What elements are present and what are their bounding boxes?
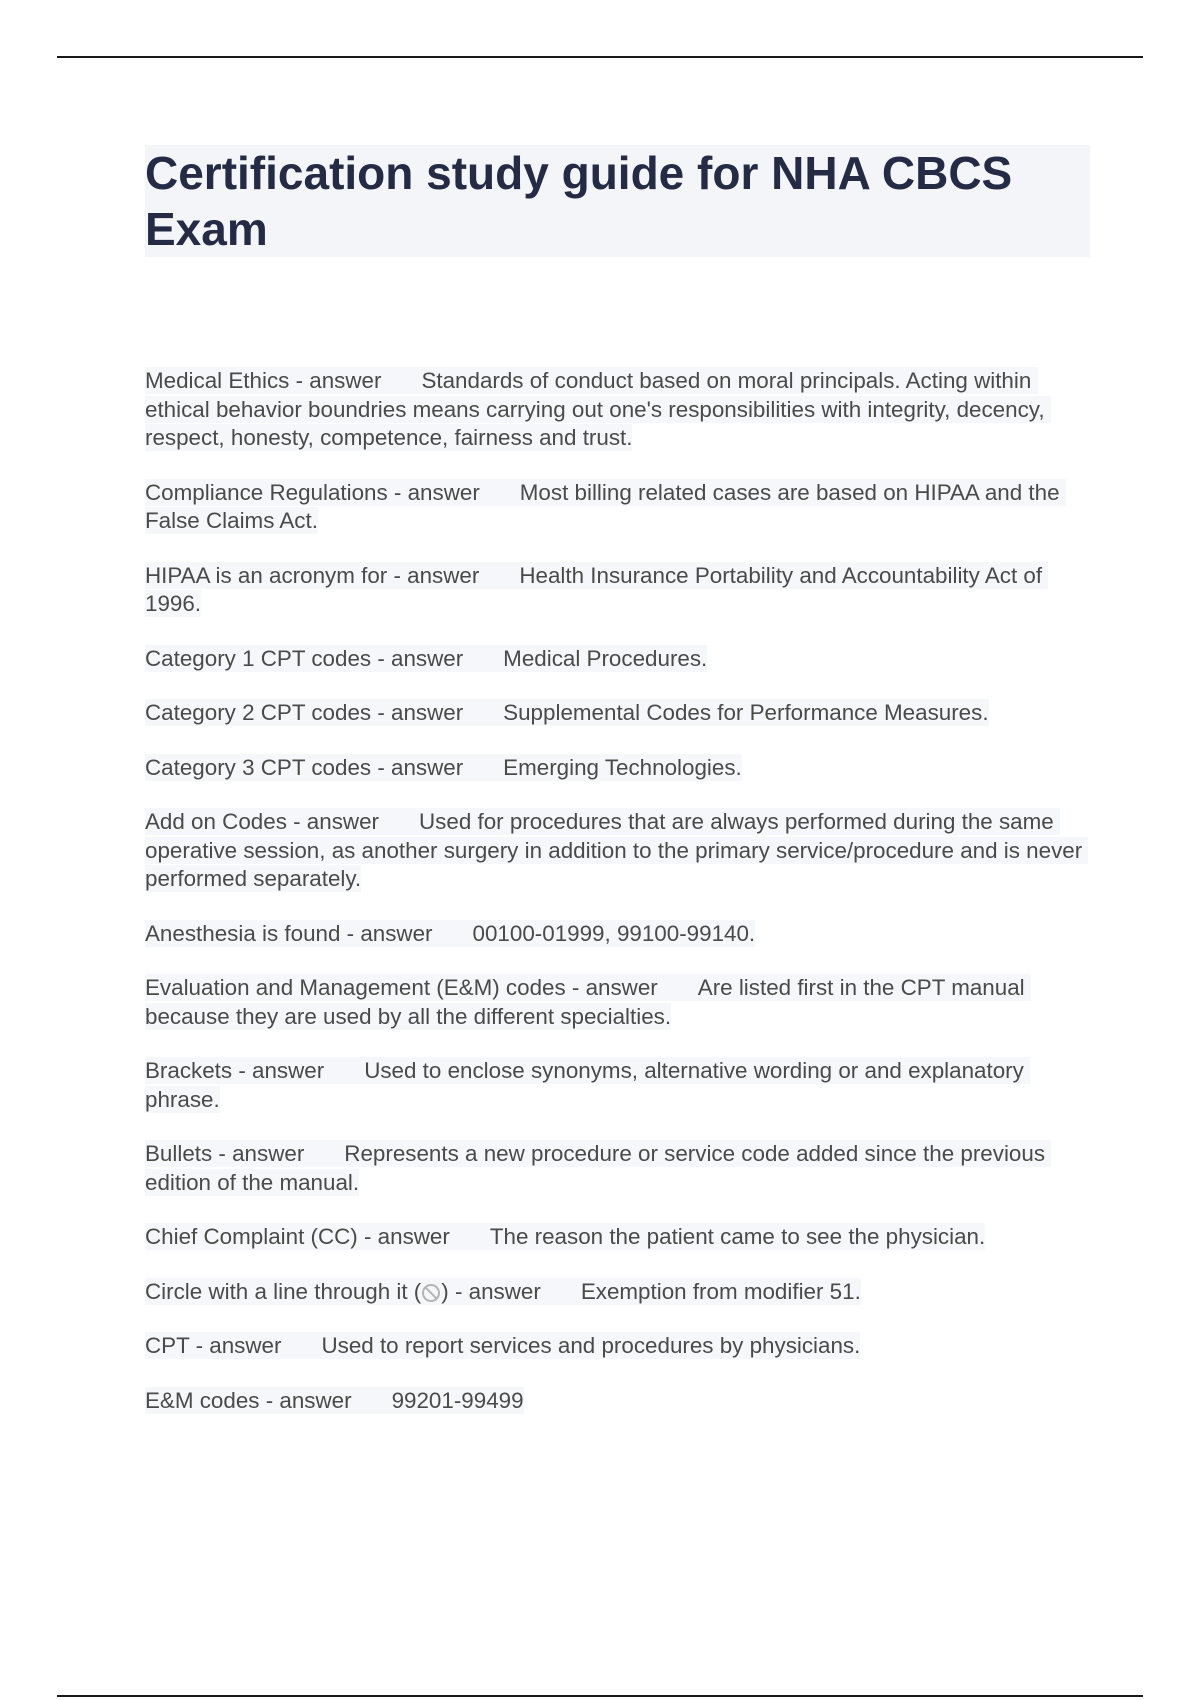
- entry-term-after: ) - answer: [441, 1278, 541, 1304]
- entry-definition: Medical Procedures.: [503, 645, 708, 671]
- list-item: [145, 479, 1090, 536]
- entry-term: Category 3 CPT codes - answer: [145, 754, 464, 780]
- entry-term: Compliance Regulations - answer: [145, 479, 480, 505]
- entry-definition: Emerging Technologies.: [503, 754, 742, 780]
- entry-definition: Supplemental Codes for Performance Measures.: [503, 700, 989, 725]
- entry-term: Anesthesia is found - answer: [145, 920, 433, 946]
- entry-term: Category 1 CPT codes - answer: [145, 645, 464, 671]
- entry-term: Medical Ethics - answer: [145, 368, 382, 393]
- entry-definition: 99201-99499: [391, 1387, 524, 1413]
- entry-definition: Health Insurance Portability and Accountability Act of 1996.: [145, 562, 1049, 616]
- entry-term: Category 2 CPT codes - answer: [145, 700, 464, 725]
- entry-term: Evaluation and Management (E&M) codes - answer: [145, 975, 658, 1000]
- title-box: [145, 145, 1090, 257]
- entry-term: HIPAA is an acronym for - answer: [145, 562, 480, 588]
- entry-term: Chief Complaint (CC) - answer: [145, 1224, 450, 1249]
- list-item: [145, 367, 1090, 453]
- list-item: [145, 1332, 1090, 1361]
- list-item: [145, 1140, 1090, 1197]
- circle-slash-icon: [422, 1284, 440, 1302]
- entry-term: Bullets - answer: [145, 1141, 305, 1166]
- page-title: Certification study guide for NHA CBCS Exam: [145, 147, 1013, 255]
- entry-definition: Are listed first in the CPT manual because they are used by all the different specialties.: [145, 975, 1031, 1029]
- entry-definition: The reason the patient came to see the physician.: [489, 1224, 986, 1249]
- top-rule: [57, 56, 1143, 58]
- entry-definition: 00100-01999, 99100-99140.: [472, 920, 756, 946]
- list-item: [145, 1057, 1090, 1114]
- list-item: [145, 974, 1090, 1031]
- entry-term: Add on Codes - answer: [145, 809, 379, 834]
- list-item: [145, 645, 1090, 674]
- entry-definition: Used for procedures that are always performed during the same operative session, as another surgery in addition to the primary service/procedure and is never performed separately.: [145, 809, 1089, 891]
- entry-definition: Standards of conduct based on moral principals. Acting within ethical behavior boundries means carrying out one's responsibilities with integrity, decency, respect, honesty, competence, fairness and trust.: [145, 368, 1051, 450]
- bottom-rule: [57, 1695, 1143, 1697]
- entry-definition: Exemption from modifier 51.: [580, 1278, 861, 1304]
- entry-term: CPT - answer: [145, 1333, 282, 1358]
- entry-term: E&M codes - answer: [145, 1387, 352, 1413]
- entry-definition: Used to enclose synonyms, alternative wording or and explanatory phrase.: [145, 1058, 1031, 1112]
- list-item: [145, 699, 1090, 728]
- list-item: [145, 808, 1090, 894]
- list-item: [145, 920, 1090, 949]
- entry-definition: Most billing related cases are based on HIPAA and the False Claims Act.: [145, 479, 1066, 533]
- entry-definition: Represents a new procedure or service code added since the previous edition of the manual.: [145, 1141, 1052, 1195]
- entry-definition: Used to report services and procedures by physicians.: [321, 1333, 861, 1358]
- list-item: [145, 1278, 1090, 1307]
- list-item: [145, 1387, 1090, 1416]
- list-item: [145, 1223, 1090, 1252]
- flashcard-list: [145, 367, 1090, 1441]
- entry-term: Brackets - answer: [145, 1058, 325, 1083]
- list-item: [145, 562, 1090, 619]
- list-item: [145, 754, 1090, 783]
- entry-term-before: Circle with a line through it (: [145, 1278, 422, 1304]
